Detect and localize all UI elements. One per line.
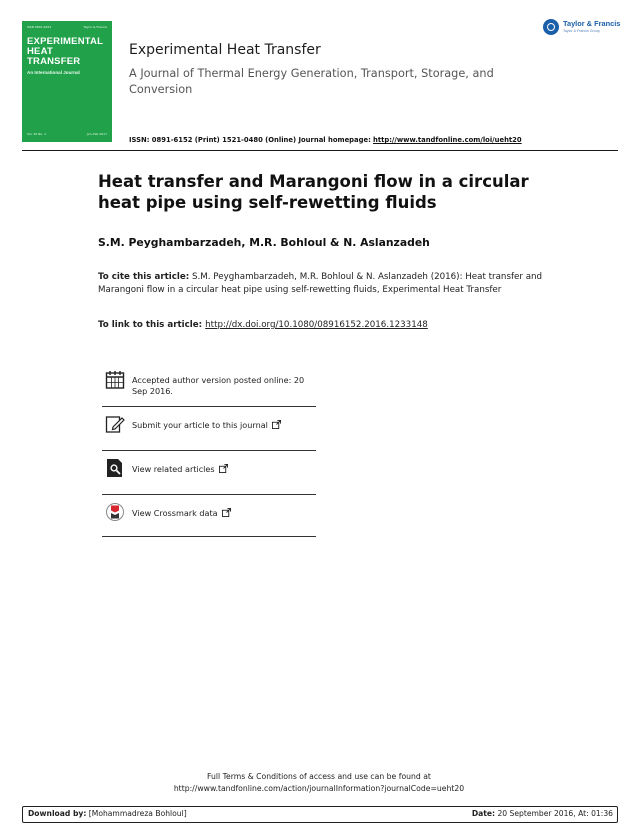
- calendar-icon: [105, 370, 125, 390]
- crossmark-icon: [105, 502, 125, 522]
- info-divider: [102, 450, 316, 451]
- info-divider: [102, 494, 316, 495]
- submit-article-text: Submit your article to this journal: [132, 420, 268, 430]
- edit-icon: [105, 414, 125, 434]
- doi-link[interactable]: http://dx.doi.org/10.1080/08916152.2016.1233148: [205, 320, 428, 330]
- cover-title-line: EXPERIMENTAL: [27, 36, 104, 47]
- cover-title: [27, 37, 103, 67]
- info-divider: [102, 536, 316, 537]
- date-label: Date:: [471, 809, 496, 818]
- related-articles-text: View related articles: [132, 464, 215, 474]
- download-by: [28, 809, 187, 818]
- citation-block: [98, 271, 550, 296]
- issn-line: [129, 136, 522, 144]
- submit-article-link[interactable]: [132, 420, 317, 431]
- crossmark-row[interactable]: [102, 500, 316, 536]
- accepted-version-row: [102, 368, 316, 404]
- publisher-group: Taylor & Francis Group: [563, 29, 600, 33]
- cover-title-line: TRANSFER: [27, 56, 81, 67]
- cover-subtitle: An International Journal: [27, 70, 80, 75]
- link-label: To link to this article:: [98, 320, 206, 330]
- date-value: 20 September 2016, At: 01:36: [495, 809, 613, 818]
- journal-name: Experimental Heat Transfer: [129, 42, 321, 58]
- article-authors: S.M. Peyghambarzadeh, M.R. Bohloul & N. Aslanzadeh: [98, 236, 430, 249]
- publisher-logo-icon: [543, 19, 559, 35]
- crossmark-text: View Crossmark data: [132, 508, 218, 518]
- journal-homepage-link[interactable]: http://www.tandfonline.com/loi/ueht20: [373, 136, 522, 144]
- publisher-name: Taylor & Francis: [563, 19, 621, 28]
- cover-date: Jan–Feb 2017: [86, 132, 107, 136]
- crossmark-link[interactable]: [132, 508, 317, 519]
- cover-title-line: HEAT: [27, 46, 53, 57]
- accepted-version-text: Accepted author version posted online: 20 Sep 2016.: [132, 375, 305, 396]
- cite-label: To cite this article:: [98, 272, 190, 282]
- external-link-icon: [272, 420, 281, 429]
- related-articles-link[interactable]: [132, 464, 317, 475]
- cite-text: S.M. Peyghambarzadeh, M.R. Bohloul & N. Aslanzadeh (2016): Heat transfer and Marangoni flow in a circular heat pipe using self-rewetting fluids, Experimental Heat Transfer: [98, 272, 543, 295]
- terms-url[interactable]: http://www.tandfonline.com/action/journalInformation?journalCode=ueht20: [173, 784, 465, 793]
- related-articles-row[interactable]: [102, 456, 316, 492]
- article-link-line: [98, 320, 428, 330]
- info-divider: [102, 406, 316, 407]
- download-date: [472, 809, 613, 818]
- terms-line: Full Terms & Conditions of access and use can be found at: [207, 772, 431, 781]
- cover-publisher: Taylor & Francis: [83, 25, 107, 29]
- cover-issn: ISSN 0891-6152: [27, 25, 52, 29]
- publisher-logo[interactable]: [543, 17, 623, 39]
- header-divider: [22, 150, 618, 151]
- search-document-icon: [105, 458, 125, 478]
- terms-notice: [0, 771, 638, 795]
- issn-label: ISSN: 0891-6152 (Print) 1521-0480 (Online) Journal homepage:: [129, 136, 371, 144]
- download-label: Download by:: [28, 809, 87, 818]
- journal-subtitle: A Journal of Thermal Energy Generation, Transport, Storage, and Conversion: [129, 67, 494, 96]
- journal-cover-image: [22, 21, 112, 142]
- cover-volume: Vol. 30 No. 1: [27, 132, 47, 136]
- external-link-icon: [219, 464, 228, 473]
- external-link-icon: [222, 508, 231, 517]
- download-user: [Mohammadreza Bohloul]: [86, 809, 187, 818]
- submit-article-row[interactable]: [102, 412, 316, 448]
- article-title: Heat transfer and Marangoni flow in a circular heat pipe using self-rewetting fluids: [98, 172, 529, 212]
